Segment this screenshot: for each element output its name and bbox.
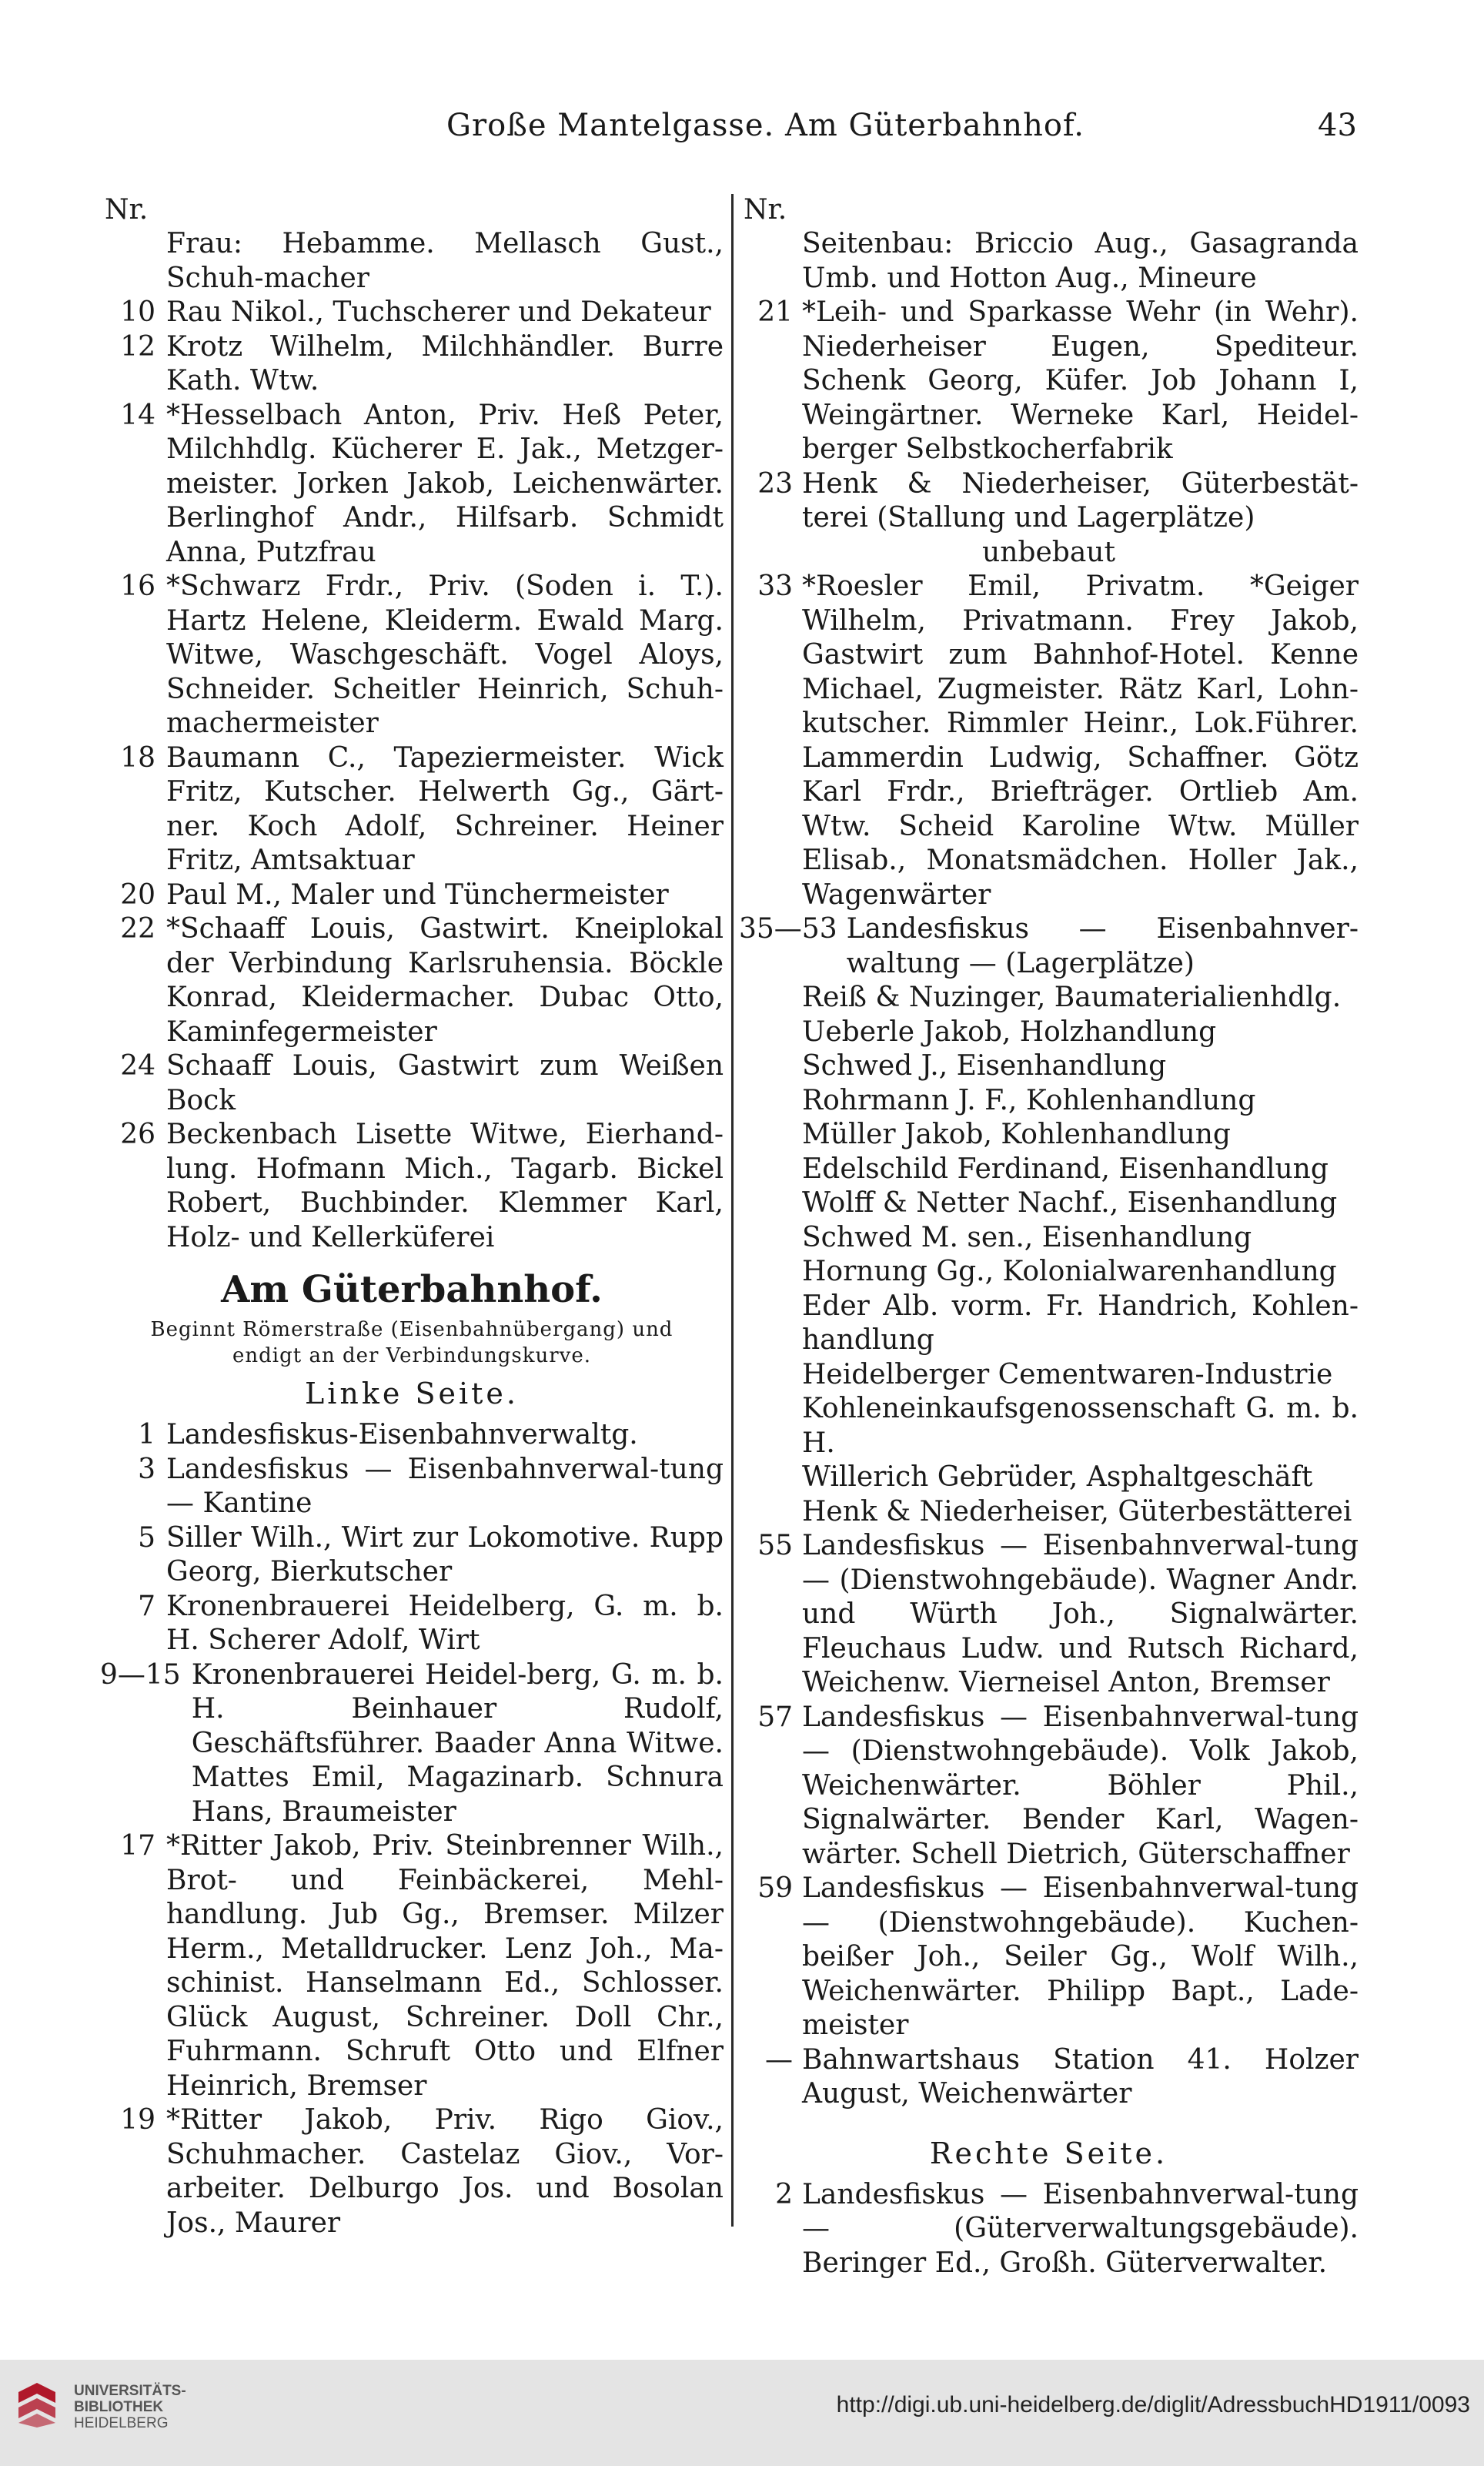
address-entry [739,1872,1359,2043]
sub-entry [739,1016,1359,1050]
address-entry [100,1521,724,1590]
house-number [100,227,166,296]
house-number: 35—53 [739,913,837,945]
entry-text: Henk & Niederheiser, Güterbestät-terei (Stallung und Lagerplätze) [802,467,1359,534]
house-number: 57 [757,1701,793,1733]
house-number: 12 [120,330,155,363]
sub-entry [739,1084,1359,1119]
address-entry [100,1418,724,1453]
house-number: 24 [120,1050,155,1082]
source-url[interactable]: http://digi.ub.uni-heidelberg.de/diglit/AdressbuchHD1911/0093 [836,2392,1470,2417]
entry-text: *Roesler Emil, Privatm. *Geiger Wilhelm, Privatmann. Frey Jakob, Gastwirt zum Bahnhof-Hotel. Kenne Michael, Zugmeister. Rätz Karl, Lohn-kutscher. Rimmler Heinr., Lok.Führer. Lammerdin Ludwig, Schaffner. Götz Karl Frdr., Briefträger. Ortlieb Am. Wtw. Scheid Karoline Wtw. Müller Elisab., Monatsmädchen. Holler Jak., Wagenwärter [802,570,1359,911]
entry-text: *Ritter Jakob, Priv. Rigo Giov., Schuhmacher. Castelaz Giov., Vor-arbeiter. Delburgo Jos. und Bosolan Jos., Maurer [166,2104,724,2239]
sub-entry [739,1118,1359,1153]
address-entry [739,912,1359,981]
sub-entry [739,981,1359,1016]
entry-text: Baumann C., Tapeziermeister. Wick Fritz, Kutscher. Helwerth Gg., Gärt-ner. Koch Adolf, Schreiner. Heiner Fritz, Amtsaktuar [166,741,724,876]
address-entry [100,1658,724,1830]
house-number: 1 [138,1419,155,1450]
house-number: 3 [138,1453,155,1485]
entry-text: *Leih- und Sparkasse Wehr (in Wehr). Niederheiser Eugen, Spediteur. Schenk Georg, Küfer. Job Johann I, Weingärtner. Werneke Karl, Heidel-berger Selbstkocherfabrik [802,296,1359,465]
address-entry [100,330,724,399]
address-entry [100,1049,724,1118]
entry-text: Paul M., Maler und Tünchermeister [166,878,669,911]
entry-text: Schwed J., Eisenhandlung [802,1050,1167,1082]
address-entry [100,1829,724,2103]
house-number: 14 [120,399,155,431]
entry-text: Seitenbau: Briccio Aug., Gasagranda Umb. und Hotton Aug., Mineure [802,228,1359,294]
university-library-logo-icon [14,2380,60,2431]
address-entry [100,227,724,296]
column-divider [731,194,734,2227]
entry-text: Edelschild Ferdinand, Eisenhandlung [802,1153,1329,1185]
entry-text: Kronenbrauerei Heidel-berg, G. m. b. H. Beinhauer Rudolf, Geschäftsführer. Baader Anna Witwe. Mattes Emil, Magazinarb. Schnura Hans, Braumeister [191,1658,724,1828]
address-entry [739,227,1359,296]
address-entry [100,296,724,330]
section-note: Beginnt Römerstraße (Eisenbahnübergang) und endigt an der Verbindungskurve. [150,1318,673,1367]
house-number: 55 [757,1530,793,1561]
sub-entry [739,1049,1359,1084]
sub-entry [739,1358,1359,1393]
nr-header: Nr. [744,194,787,226]
entry-text: Landesfiskus — Eisenbahnverwal-tung — (Dienstwohngebäude). Kuchen-beißer Joh., Seiler Gg., Wolf Wilh., Weichenwärter. Philipp Bapt., Lade-meister [802,1872,1359,2041]
sub-entry [739,1290,1359,1358]
address-entry [100,2103,724,2240]
entry-text: Beckenbach Lisette Witwe, Eierhand-lung. Hofmann Mich., Tagarb. Bickel Robert, Buchbinder. Klemmer Karl, Holz- und Kellerküferei [166,1119,724,1253]
entry-text: Hornung Gg., Kolonialwarenhandlung [802,1256,1337,1287]
entry-text: Landesfiskus — Eisenbahnverwal-tung — Kantine [166,1453,724,1519]
entry-text: Bahnwartshaus Station 41. Holzer August, Weichenwärter [802,2043,1359,2110]
house-number: 16 [120,570,155,602]
address-entry [739,2178,1359,2281]
address-entry [739,570,1359,912]
library-name: UNIVERSITÄTS- BIBLIOTHEK HEIDELBERG [74,2383,186,2431]
entry-text: Landesfiskus — Eisenbahnver-waltung — (Lagerplätze) [846,913,1359,979]
address-entry [739,1701,1359,1872]
house-number: 33 [757,570,793,602]
address-entry [739,2043,1359,2112]
page-number: 43 [1318,108,1357,143]
side-heading: Rechte Seite. [929,2136,1168,2170]
entry-text: Willerich Gebrüder, Asphaltgeschäft [802,1461,1313,1493]
entry-text: Eder Alb. vorm. Fr. Handrich, Kohlen-handlung [802,1290,1359,1356]
sub-entry [739,1255,1359,1290]
sub-entry [739,1392,1359,1461]
address-entry [100,570,724,741]
address-entry [100,741,724,878]
entry-text: Landesfiskus — Eisenbahnverwal-tung — (Dienstwohngebäude). Wagner Andr. und Würth Joh., Signalwärter. Fleuchaus Ludw. und Rutsch Richard, Weichenw. Vierneisel Anton, Bremser [802,1530,1359,1698]
house-number: 17 [120,1830,155,1862]
entry-text: Wolff & Netter Nachf., Eisenhandlung [802,1187,1338,1219]
house-number: 18 [120,741,155,774]
address-entry [100,1118,724,1255]
address-entry [100,399,724,570]
entry-text: Reiß & Nuzinger, Baumaterialienhdlg. [802,982,1342,1013]
house-number: 19 [120,2104,155,2136]
entry-text: Rohrmann J. F., Kohlenhandlung [802,1084,1256,1116]
entry-text: Landesfiskus — Eisenbahnverwal-tung — (Güterverwaltungsgebäude). Beringer Ed., Großh. Güterverwalter. [802,2178,1359,2279]
right-column [739,192,1359,2280]
left-column [100,192,724,2240]
entry-text: Henk & Niederheiser, Güterbestätterei [802,1495,1352,1527]
page-header [0,108,1484,154]
address-entry [739,296,1359,467]
house-number: 26 [120,1119,155,1150]
house-number: 21 [757,296,793,328]
address-entry [100,1453,724,1521]
address-entry [739,1529,1359,1701]
address-entry [100,878,724,913]
sub-entry [739,1153,1359,1187]
unbuilt-note: unbebaut [982,536,1115,568]
entry-text: Landesfiskus-Eisenbahnverwaltg. [166,1419,638,1450]
house-number: 5 [138,1521,155,1554]
house-number: 20 [120,878,155,911]
house-number: 9—15 [100,1658,181,1691]
sub-entry [739,1495,1359,1530]
entry-text: Müller Jakob, Kohlenhandlung [802,1119,1231,1150]
entry-text: Frau: Hebamme. Mellasch Gust., Schuh-macher [166,228,724,294]
entry-text: Kronenbrauerei Heidelberg, G. m. b. H. Scherer Adolf, Wirt [166,1590,724,1656]
house-number: 22 [120,913,155,945]
entry-text: Siller Wilh., Wirt zur Lokomotive. Rupp Georg, Bierkutscher [166,1521,724,1588]
running-title: Große Mantelgasse. Am Güterbahnhof. [446,108,1085,143]
house-number: 7 [138,1590,155,1622]
nr-header: Nr. [105,194,149,226]
section-title: Am Güterbahnhof. [221,1268,603,1311]
address-entry [739,467,1359,536]
entry-text: *Ritter Jakob, Priv. Steinbrenner Wilh., Brot- und Feinbäckerei, Mehl-handlung. Jub Gg., Bremser. Milzer Herm., Metalldrucker. Lenz Joh., Ma-schinist. Hanselmann Ed., Schlosser. Glück August, Schreiner. Doll Chr., Fuhrmann. Schruft Otto und Elfner Heinrich, Bremser [166,1830,724,2102]
house-number: 2 [775,2178,793,2210]
address-entry [100,912,724,1049]
house-number: 59 [757,1872,793,1904]
entry-text: Rau Nikol., Tuchscherer und Dekateur [166,296,711,328]
house-number: 23 [757,467,793,500]
side-heading: Linke Seite. [305,1377,519,1410]
sub-entry [739,1221,1359,1256]
entry-text: Kohleneinkaufsgenossenschaft G. m. b. H. [802,1393,1359,1459]
entry-text: *Schaaff Louis, Gastwirt. Kneiplokal der Verbindung Karlsruhensia. Böckle Konrad, Kleidermacher. Dubac Otto, Kaminfegermeister [166,913,724,1048]
entry-text: Schaaff Louis, Gastwirt zum Weißen Bock [166,1050,724,1116]
address-entry [100,1590,724,1658]
house-number [739,227,802,296]
entry-text: Krotz Wilhelm, Milchhändler. Burre Kath. Wtw. [166,330,724,397]
house-number: — [765,2043,793,2076]
footer-bar [0,2360,1484,2466]
entry-text: Landesfiskus — Eisenbahnverwal-tung — (Dienstwohngebäude). Volk Jakob, Weichenwärter. Böhler Phil., Signalwärter. Bender Karl, Wagen-wärter. Schell Dietrich, Güterschaffner [802,1701,1359,1870]
entry-text: *Schwarz Frdr., Priv. (Soden i. T.). Hartz Helene, Kleiderm. Ewald Marg. Witwe, Waschgeschäft. Vogel Aloys, Schneider. Scheitler Heinrich, Schuh-machermeister [166,570,724,739]
entry-text: *Hesselbach Anton, Priv. Heß Peter, Milchhdlg. Kücherer E. Jak., Metzger-meister. Jorken Jakob, Leichenwärter. Berlinghof Andr., Hilfsarb. Schmidt Anna, Putzfrau [166,399,724,568]
house-number: 10 [120,296,155,328]
sub-entry [739,1461,1359,1495]
entry-text: Schwed M. sen., Eisenhandlung [802,1221,1252,1253]
sub-entry [739,1186,1359,1221]
entry-text: Ueberle Jakob, Holzhandlung [802,1016,1217,1048]
entry-text: Heidelberger Cementwaren-Industrie [802,1358,1333,1390]
